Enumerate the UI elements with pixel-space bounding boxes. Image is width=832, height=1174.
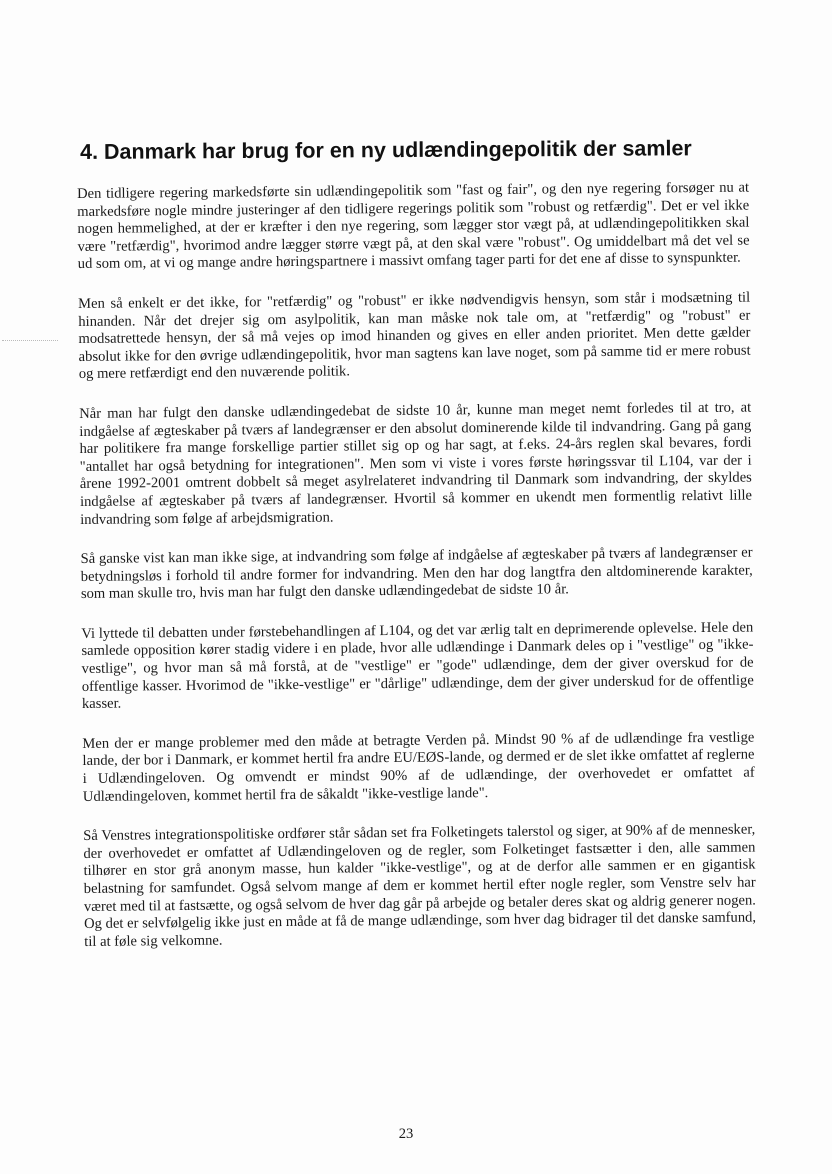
body-text bbox=[77, 180, 757, 974]
paragraph-3: Når man har fulgt den danske udlændingedebat de sidste 10 år, kunne man meget nemt forledes til at tro, at indgåelse af ægteskaber på tværs af landegrænser er den absolut dominerende kilde til indvandring. Gang på gang har politikere fra mange forskellige partier stillet sig op og har sagt, at f.eks. 24-års reglen skal bevares, fordi "antallet har også betydning for integrationen". Men som vi viste i vores første høringssvar til L104, var der i årene 1992-2001 omtrent dobbelt så meget asylrelateret indvandring til Danmark som indvandring, der skyldes indgåelse af ægteskaber på tværs af landegrænser. Hvortil så kommer en ukendt men formentlig relativt lille indvandring som følge af arbejdsmigration. bbox=[79, 399, 753, 528]
scan-artifact bbox=[2, 340, 58, 342]
section-heading: 4. Danmark har brug for en ny udlændingepolitik der samler bbox=[80, 136, 692, 164]
paragraph-4: Så ganske vist kan man ikke sige, at indvandring som følge af indgåelse af ægteskaber på tværs af landegrænser er betydningsløs i forhold til andre former for indvandring. Men den har dog langtfra den altdominerende karakter, som man skulle tro, hvis man har fulgt den danske udlændingedebat de sidste 10 år. bbox=[80, 544, 753, 603]
paragraph-6: Men der er mange problemer med den måde at betragte Verden på. Mindst 90 % af de udlændinge fra vestlige lande, der bor i Danmark, er kommet hertil fra andre EU/EØS-lande, og dermed er de slet ikke omfattet af reglerne i Udlændingeloven. Og omvendt er mindst 90% af de udlændinge, der overhovedet er omfattet af Udlændingeloven, kommet hertil fra de såkaldt "ikke-vestlige lande". bbox=[82, 729, 755, 805]
paragraph-2: Men så enkelt er det ikke, for "retfærdig" og "robust" er ikke nødvendigvis hensyn, som står i modsætning til hinanden. Når det drejer sig om asylpolitik, kan man måske nok tale om, at "retfærdig" og "robust" er modsatrettede hensyn, der så må vejes op imod hinanden og gives en eller anden prioritet. Men dette gælder absolut ikke for den øvrige udlændingepolitik, hvor man sagtens kan lave noget, som på samme tid er mere robust og mere retfærdigt end den nuværende politik. bbox=[78, 289, 751, 383]
page-number: 23 bbox=[398, 1126, 414, 1142]
paragraph-5: Vi lyttede til debatten under førstebehandlingen af L104, og det var ærlig talt en deprimerende oplevelse. Hele den samlede opposition kører stadig videre i en plade, hvor alle udlændinge i Danmark deles op i "vestlige" og "ikke-vestlige", og hvor man så må forstå, at de "vestlige" er "gode" udlændinge, dem der giver overskud for de offentlige kasser. Hvorimod de "ikke-vestlige" er "dårlige" udlændinge, dem der giver underskud for de offentlige kasser. bbox=[81, 619, 754, 713]
paragraph-7: Så Venstres integrationspolitiske ordfører står sådan set fra Folketingets talerstol og siger, at 90% af de mennesker, der overhovedet er omfattet af Udlændingeloven og de regler, som Folketinget fastsætter i den, alle sammen tilhører en stor grå anonym masse, hun kalder "ikke-vestlige", og at de derfor alle sammen er en gigantisk belastning for samfundet. Også selvom mange af dem er kommet hertil efter nogle regler, som Venstre selv har været med til at fastsætte, og også selvom de hver dag går på arbejde og betaler deres skat og aldrig generer nogen. Og det er selvfølgelig ikke just en måde at få de mange udlændinge, som hver dag bidrager til det danske samfund, til at føle sig velkomne. bbox=[83, 821, 757, 950]
paragraph-1: Den tidligere regering markedsførte sin udlændingepolitik som "fast og fair", og den nye regering forsøger nu at markedsføre nogle mindre justeringer af den tidligere regerings politik som "robust og retfærdig". Det er vel ikke nogen hemmelighed, at der er kræfter i den nye regering, som lægger stor vægt på, at udlændingepolitikken skal være "retfærdig", hvorimod andre lægger større vægt på, at den skal være "robust". Og umiddelbart må det vel se ud som om, at vi og mange andre høringspartnere i massivt omfang tager parti for det ene af disse to synspunkter. bbox=[77, 179, 750, 273]
